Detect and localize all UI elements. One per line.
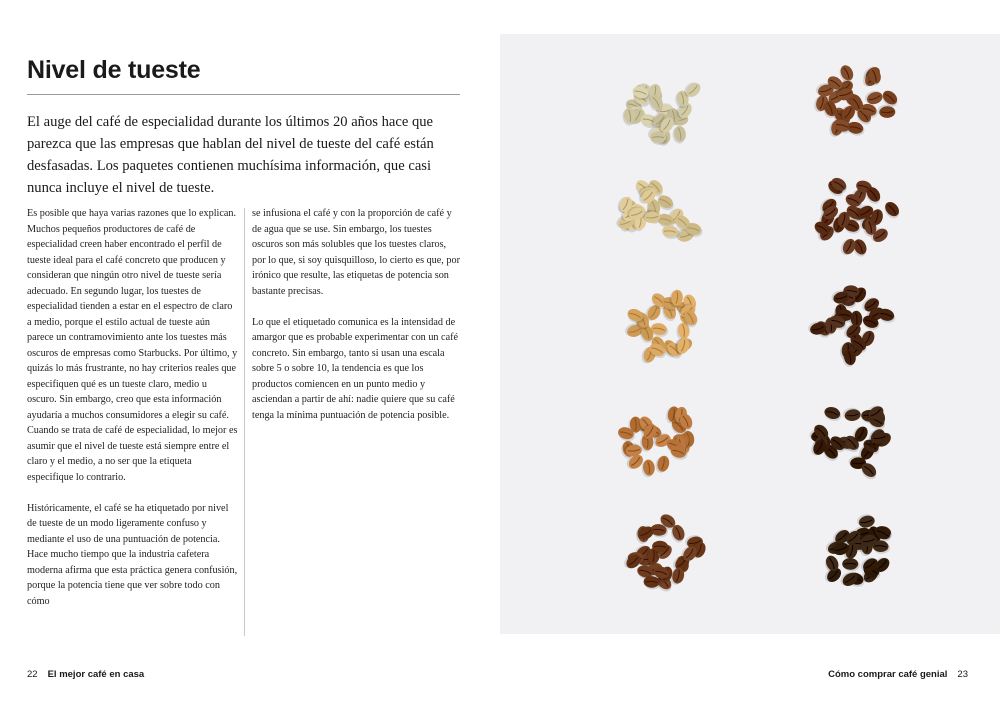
page-title: Nivel de tueste [27,56,201,84]
page-number-left: 22 [27,669,38,680]
page-number-right: 23 [957,669,968,680]
bean-cluster [822,512,894,589]
coffee-bean [671,125,687,145]
footer-right [828,669,968,680]
coffee-bean [654,454,671,474]
body-column-2 [252,206,462,439]
body-column-1 [27,206,239,625]
column-divider [244,208,245,636]
bean-cluster [621,79,703,146]
bean-cluster [808,402,893,482]
body-paragraph: se infusiona el café y con la proporción de café y de agua que se use. Sin embargo, los tuestes oscuros son más solubles que los tuestes claros, por lo que, si soy quisquilloso, lo cierto es que, por irónico que resulte, las etiquetas de potencia son bastante precisas. [252,208,460,297]
bean-cluster [614,177,704,244]
bean-cluster [812,63,901,138]
bean-cluster [616,405,695,478]
coffee-bean [842,558,860,572]
coffee-bean [838,236,857,258]
lead-paragraph: El auge del café de especialidad durante los últimos 20 años hace que parezca que las empresas que hablan del nivel de tueste del café están desfasadas. Los paquetes contienen muchísima información, que casi nunca incluye el nivel de tueste. [27,114,434,196]
coffee-bean [823,405,844,423]
body-paragraph: Históricamente, el café se ha etiquetado por nivel de tueste de un modo ligeramente confuso y mediante el uso de una puntuación de potencia. Hace mucho tiempo que la industria cafetera moderna afirma que esta práctica genera confusión, porque la potencia tiene que ver sobre todo con cómo [27,502,238,607]
bean-cluster [812,175,903,259]
coffee-bean [640,459,655,478]
footer-left [27,669,144,680]
body-paragraph: Lo que el etiquetado comunica es la intensidad de amargor que es probable experimentar con un café concreto. Sin embargo, tanto si usan una escala sobre 5 o sobre 10, la tendencia es que los productos comiencen en un punto medio y asciendan a partir de ahí: nadie quiere que su café tenga la mínima puntuación de potencia posible. [252,316,459,421]
chapter-title: Cómo comprar café genial [828,669,948,680]
bean-cluster [623,289,700,365]
coffee-beans-illustration [500,34,1000,634]
title-divider [27,94,460,95]
bean-cluster [621,512,707,595]
coffee-beans-photo [500,34,1000,634]
coffee-bean [842,407,861,423]
body-paragraph: Es posible que haya varias razones que lo explican. Muchos pequeños productores de café de especialidad creen haber encontrado el perfil de tueste ideal para el café concreto que producen y consideran que ningún otro nivel de tueste sería adecuado. En segundo lugar, los tuestes de especialidad tienden a estar en el espectro de claro a medio, porque el estilo actual de tueste aún parece un contramovimiento ante los tuestes más oscuros de empresas como Starbucks. Por último, y quizás lo más frustrante, no hay criterios reales que especifiquen qué es un tueste claro, medio u oscuro. Sin embargo, creo que esta información ayudaría a muchos consumidores a elegir su café. Cuando se trata de café de especialidad, lo mejor es asumir que el nivel de tueste está siempre entre el claro y el medio, a no ser que la etiqueta especifique lo contrario. [27,208,238,483]
book-title: El mejor café en casa [47,669,145,680]
coffee-bean [881,199,903,221]
bean-cluster [807,284,897,368]
